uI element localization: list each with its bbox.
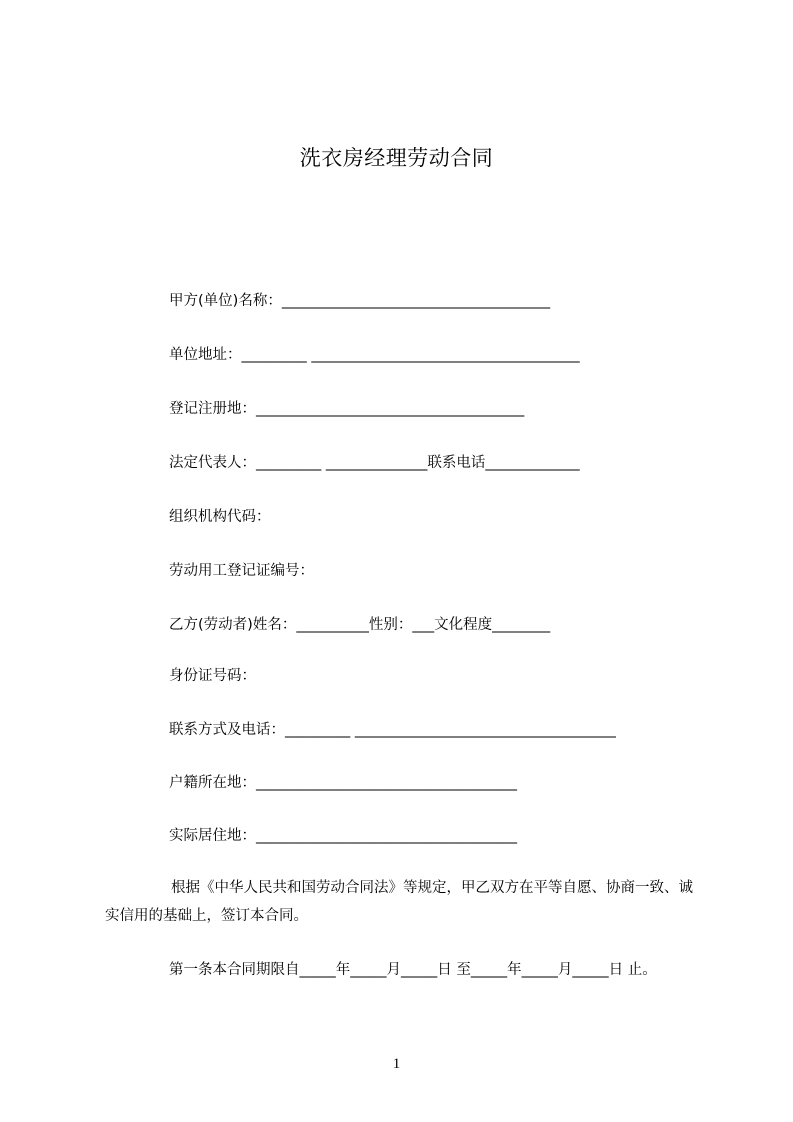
field-legal-representative: 法定代表人：_________ ______________联系电话_____________ xyxy=(169,455,580,471)
page-number: 1 xyxy=(392,1056,401,1072)
intro-paragraph: 根据《中华人民共和国劳动合同法》等规定，甲乙双方在平等自愿、协商一致、诚实信用的基础上，签订本合同。 xyxy=(105,880,693,924)
field-registration-place: 登记注册地：_____________________________________ xyxy=(169,401,525,417)
field-employment-registration-number: 劳动用工登记证编号： xyxy=(169,563,314,579)
document-title: 洗衣房经理劳动合同 xyxy=(299,146,494,170)
field-company-address: 单位地址：_________ _____________________________________ xyxy=(169,347,580,363)
field-contact-phone: 联系方式及电话：_________ ____________________________________ xyxy=(169,722,616,738)
field-party-b-name: 乙方(劳动者)姓名：__________性别：___文化程度________ xyxy=(169,617,551,633)
field-party-a-name: 甲方(单位)名称：_____________________________________ xyxy=(169,293,551,309)
field-organization-code: 组织机构代码： xyxy=(169,509,271,525)
article-1-term: 第一条本合同期限自_____年_____月_____日 至_____年_____月_____日 止。 xyxy=(169,962,657,978)
field-household-registration: 户籍所在地：____________________________________ xyxy=(169,775,517,791)
field-actual-residence: 实际居住地：____________________________________ xyxy=(169,828,517,844)
field-id-number: 身份证号码： xyxy=(169,668,256,684)
